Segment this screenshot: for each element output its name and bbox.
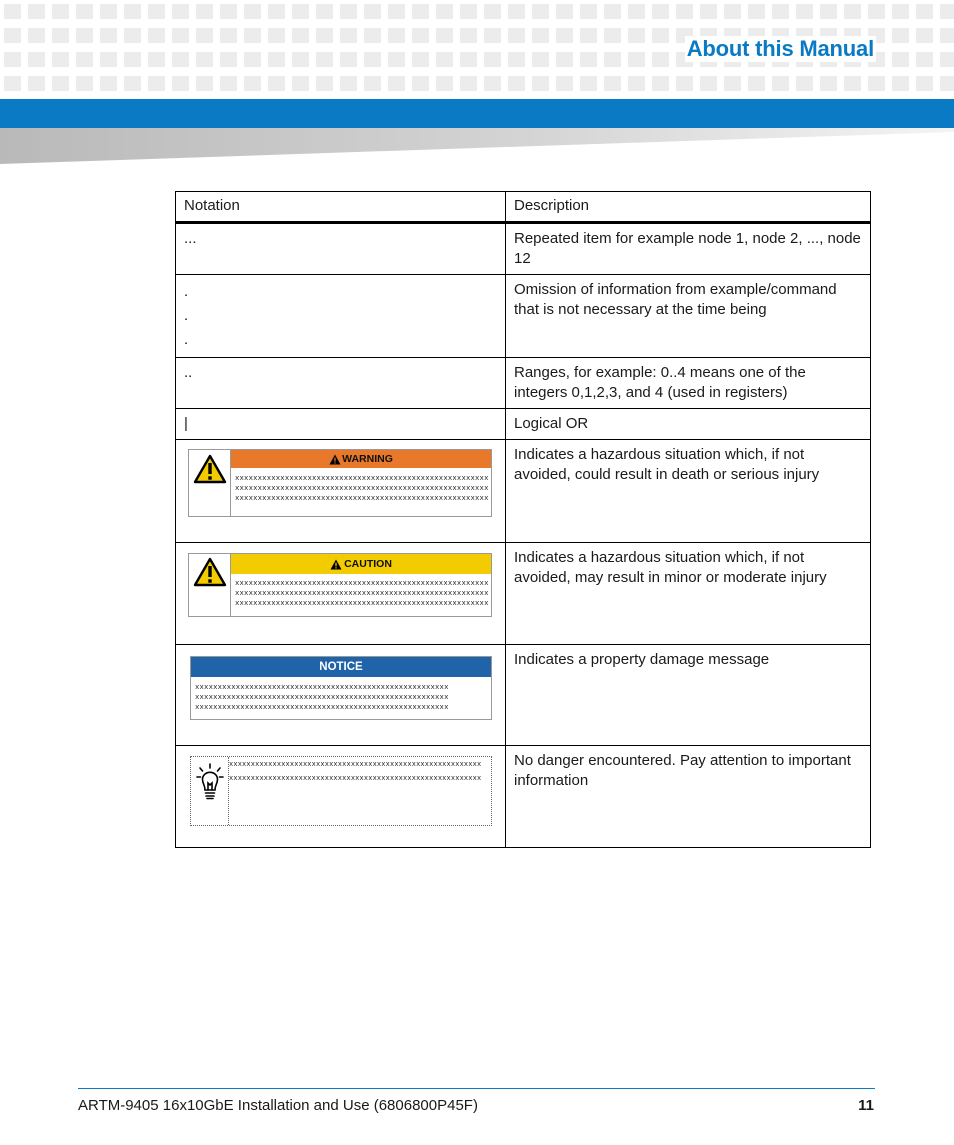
table-row bbox=[176, 440, 871, 543]
header-tile bbox=[28, 4, 45, 19]
header-tile bbox=[508, 76, 525, 91]
page-number: 11 bbox=[858, 1097, 874, 1114]
header-tile bbox=[4, 28, 21, 43]
header-tile bbox=[148, 52, 165, 67]
header-tile bbox=[844, 4, 861, 19]
description-cell: No danger encountered. Pay attention to important information bbox=[506, 746, 871, 848]
header-tile bbox=[292, 52, 309, 67]
table-row bbox=[176, 746, 871, 848]
header-tile bbox=[532, 4, 549, 19]
header-tile bbox=[244, 4, 261, 19]
header-tile bbox=[652, 52, 669, 67]
table-row bbox=[176, 409, 871, 440]
header-tile bbox=[100, 4, 117, 19]
header-tile bbox=[244, 28, 261, 43]
warning-label: WARNING bbox=[342, 453, 393, 465]
header-tile bbox=[220, 76, 237, 91]
header-tile bbox=[676, 76, 693, 91]
caution-small-icon bbox=[330, 559, 342, 570]
header-tile bbox=[604, 52, 621, 67]
description-cell: Indicates a hazardous situation which, if not avoided, could result in death or serious injury bbox=[506, 440, 871, 543]
header-tile bbox=[220, 52, 237, 67]
header-tile bbox=[436, 52, 453, 67]
header-tile bbox=[412, 4, 429, 19]
header-tile bbox=[484, 76, 501, 91]
header-tile bbox=[652, 76, 669, 91]
header-tile bbox=[412, 76, 429, 91]
description-cell: Omission of information from example/command that is not necessary at the time being bbox=[506, 275, 871, 358]
header-tile bbox=[364, 28, 381, 43]
header-tile bbox=[532, 76, 549, 91]
header-tile bbox=[484, 4, 501, 19]
header-tile bbox=[172, 76, 189, 91]
placeholder-line: xxxxxxxxxxxxxxxxxxxxxxxxxxxxxxxxxxxxxxxxxxxxxxxxxxxxxxxxxx bbox=[229, 761, 482, 769]
header-tile bbox=[388, 76, 405, 91]
header-tile bbox=[580, 28, 597, 43]
header-tile bbox=[4, 52, 21, 67]
header-tile bbox=[244, 52, 261, 67]
header-tile bbox=[916, 28, 933, 43]
description-cell: Repeated item for example node 1, node 2, ..., node 12 bbox=[506, 223, 871, 275]
header-tile bbox=[268, 52, 285, 67]
header-tile bbox=[460, 52, 477, 67]
placeholder-line: xxxxxxxxxxxxxxxxxxxxxxxxxxxxxxxxxxxxxxxxxxxxxxxxxxxxxxxx bbox=[195, 694, 449, 702]
header-tile bbox=[364, 4, 381, 19]
header-tile bbox=[436, 4, 453, 19]
header-tile bbox=[940, 52, 954, 67]
header-tile bbox=[916, 4, 933, 19]
description-cell: Indicates a property damage message bbox=[506, 645, 871, 746]
page-section-title: About this Manual bbox=[686, 36, 874, 61]
header-tile bbox=[436, 76, 453, 91]
placeholder-line: xxxxxxxxxxxxxxxxxxxxxxxxxxxxxxxxxxxxxxxxxxxxxxxxxxxxxxxx bbox=[235, 485, 489, 493]
header-tile bbox=[172, 28, 189, 43]
caution-banner bbox=[231, 554, 491, 574]
header-tile bbox=[820, 4, 837, 19]
header-tile bbox=[76, 4, 93, 19]
header-tile bbox=[388, 28, 405, 43]
notation-dot: . bbox=[184, 283, 189, 300]
header-tile bbox=[52, 28, 69, 43]
header-tile bbox=[340, 4, 357, 19]
notation-cell bbox=[176, 275, 506, 358]
header-tile bbox=[772, 4, 789, 19]
placeholder-line: xxxxxxxxxxxxxxxxxxxxxxxxxxxxxxxxxxxxxxxxxxxxxxxxxxxxxxxx bbox=[195, 684, 449, 692]
table-row bbox=[176, 543, 871, 645]
header-tile bbox=[556, 4, 573, 19]
table-row bbox=[176, 645, 871, 746]
caution-icon bbox=[189, 554, 231, 616]
header-tile bbox=[28, 76, 45, 91]
column-header-description: Description bbox=[506, 192, 871, 223]
header-tile bbox=[508, 52, 525, 67]
notation-cell bbox=[176, 543, 506, 645]
warning-icon bbox=[189, 450, 231, 516]
header-tile bbox=[316, 76, 333, 91]
header-tile bbox=[652, 28, 669, 43]
placeholder-line: xxxxxxxxxxxxxxxxxxxxxxxxxxxxxxxxxxxxxxxxxxxxxxxxxxxxxxxx bbox=[235, 580, 489, 588]
placeholder-line: xxxxxxxxxxxxxxxxxxxxxxxxxxxxxxxxxxxxxxxxxxxxxxxxxxxxxxxx bbox=[235, 475, 489, 483]
header-tile bbox=[172, 4, 189, 19]
notation-cell bbox=[176, 746, 506, 848]
header-tile bbox=[124, 28, 141, 43]
header-tile bbox=[940, 76, 954, 91]
header-tile bbox=[772, 76, 789, 91]
header-tile bbox=[196, 4, 213, 19]
header-tile bbox=[580, 76, 597, 91]
header-tile bbox=[292, 76, 309, 91]
header-tile bbox=[148, 4, 165, 19]
header-tile bbox=[868, 4, 885, 19]
header-tile bbox=[100, 28, 117, 43]
notation-cell: ... bbox=[176, 223, 506, 275]
caution-sample-box bbox=[188, 553, 492, 617]
description-cell: Indicates a hazardous situation which, if not avoided, may result in minor or moderate injury bbox=[506, 543, 871, 645]
header-tile bbox=[388, 4, 405, 19]
header-tile bbox=[916, 76, 933, 91]
header-tile bbox=[892, 4, 909, 19]
header-tile bbox=[340, 28, 357, 43]
header-tile bbox=[124, 4, 141, 19]
header-tile bbox=[460, 4, 477, 19]
header-tile bbox=[364, 76, 381, 91]
header-tile bbox=[532, 28, 549, 43]
header-tile bbox=[412, 52, 429, 67]
header-tile bbox=[484, 52, 501, 67]
notation-dot: . bbox=[184, 307, 189, 324]
header-tile bbox=[628, 76, 645, 91]
header-tile bbox=[364, 52, 381, 67]
header-tile bbox=[220, 4, 237, 19]
header-tile bbox=[316, 4, 333, 19]
header-tile bbox=[748, 76, 765, 91]
header-tile bbox=[76, 52, 93, 67]
header-tile bbox=[460, 76, 477, 91]
header-tile bbox=[604, 28, 621, 43]
notation-dot: . bbox=[184, 331, 189, 348]
header-tile bbox=[604, 4, 621, 19]
header-tile bbox=[292, 4, 309, 19]
header-tile bbox=[892, 52, 909, 67]
header-tile bbox=[796, 76, 813, 91]
header-tile bbox=[508, 28, 525, 43]
header-tile bbox=[388, 52, 405, 67]
header-tile bbox=[76, 76, 93, 91]
header-tile bbox=[628, 4, 645, 19]
notice-sample-box bbox=[190, 656, 492, 720]
header-tile bbox=[268, 4, 285, 19]
header-tile bbox=[292, 28, 309, 43]
header-tile bbox=[676, 4, 693, 19]
header-tile bbox=[76, 28, 93, 43]
header-tile bbox=[196, 52, 213, 67]
header-tile bbox=[628, 52, 645, 67]
header-tile bbox=[556, 28, 573, 43]
header-tile bbox=[652, 4, 669, 19]
notation-cell bbox=[176, 440, 506, 543]
placeholder-line: xxxxxxxxxxxxxxxxxxxxxxxxxxxxxxxxxxxxxxxxxxxxxxxxxxxxxxxx bbox=[235, 590, 489, 598]
header-tile bbox=[124, 76, 141, 91]
header-tile bbox=[892, 76, 909, 91]
header-tile bbox=[316, 28, 333, 43]
header-tile bbox=[316, 52, 333, 67]
table-row bbox=[176, 358, 871, 409]
header-tile bbox=[52, 76, 69, 91]
header-tile bbox=[460, 28, 477, 43]
placeholder-line: xxxxxxxxxxxxxxxxxxxxxxxxxxxxxxxxxxxxxxxxxxxxxxxxxxxxxxxx bbox=[235, 600, 489, 608]
tip-sample-box bbox=[190, 756, 492, 826]
header-tile bbox=[892, 28, 909, 43]
header-tile bbox=[940, 4, 954, 19]
header-tile bbox=[556, 52, 573, 67]
warning-small-icon bbox=[329, 454, 341, 465]
header-tile bbox=[52, 4, 69, 19]
header-tile bbox=[844, 76, 861, 91]
notice-label: NOTICE bbox=[319, 661, 363, 673]
header-tile bbox=[724, 4, 741, 19]
header-tile bbox=[124, 52, 141, 67]
header-tile bbox=[748, 4, 765, 19]
footer-document-title: ARTM-9405 16x10GbE Installation and Use (6806800P45F) bbox=[78, 1097, 478, 1114]
table-header-row bbox=[176, 192, 871, 223]
footer-rule bbox=[78, 1088, 875, 1089]
header-tile bbox=[196, 28, 213, 43]
header-tile bbox=[340, 76, 357, 91]
header-tile bbox=[628, 28, 645, 43]
table-row bbox=[176, 223, 871, 275]
header-tile bbox=[700, 76, 717, 91]
header-tile bbox=[484, 28, 501, 43]
header-tile bbox=[196, 76, 213, 91]
header-tile bbox=[532, 52, 549, 67]
notation-cell bbox=[176, 645, 506, 746]
header-tile bbox=[916, 52, 933, 67]
header-grey-wedge bbox=[0, 128, 954, 164]
description-cell: Logical OR bbox=[506, 409, 871, 440]
header-tile bbox=[340, 52, 357, 67]
header-tile bbox=[100, 52, 117, 67]
notation-cell: .. bbox=[176, 358, 506, 409]
header-tile bbox=[52, 52, 69, 67]
header-tile bbox=[796, 4, 813, 19]
header-tile bbox=[220, 28, 237, 43]
header-tile bbox=[820, 76, 837, 91]
column-header-notation: Notation bbox=[176, 192, 506, 223]
header-tile bbox=[556, 76, 573, 91]
header-tile bbox=[148, 28, 165, 43]
header-tile bbox=[868, 76, 885, 91]
header-tile bbox=[580, 4, 597, 19]
header-tile bbox=[268, 76, 285, 91]
description-cell: Ranges, for example: 0..4 means one of the integers 0,1,2,3, and 4 (used in registers) bbox=[506, 358, 871, 409]
header-tile bbox=[700, 4, 717, 19]
header-tile bbox=[508, 4, 525, 19]
header-tile bbox=[100, 76, 117, 91]
header-tile bbox=[148, 76, 165, 91]
notation-table bbox=[175, 191, 871, 848]
table-row bbox=[176, 275, 871, 358]
notice-banner bbox=[191, 657, 491, 677]
header-tile bbox=[604, 76, 621, 91]
warning-sample-box bbox=[188, 449, 492, 517]
header-tile bbox=[244, 76, 261, 91]
header-tile bbox=[172, 52, 189, 67]
warning-banner bbox=[231, 450, 491, 468]
header-tile bbox=[28, 28, 45, 43]
header-tile bbox=[4, 76, 21, 91]
placeholder-line: xxxxxxxxxxxxxxxxxxxxxxxxxxxxxxxxxxxxxxxxxxxxxxxxxxxxxxxx bbox=[235, 495, 489, 503]
header-blue-bar bbox=[0, 99, 954, 128]
notation-cell: | bbox=[176, 409, 506, 440]
header-tile bbox=[436, 28, 453, 43]
placeholder-line: xxxxxxxxxxxxxxxxxxxxxxxxxxxxxxxxxxxxxxxxxxxxxxxxxxxxxxxxxx bbox=[229, 775, 482, 783]
lightbulb-icon bbox=[191, 757, 229, 825]
header-tile bbox=[580, 52, 597, 67]
header-tile bbox=[412, 28, 429, 43]
header-tile bbox=[4, 4, 21, 19]
header-tile bbox=[940, 28, 954, 43]
caution-label: CAUTION bbox=[344, 558, 392, 570]
header-tile bbox=[724, 76, 741, 91]
header-tile bbox=[268, 28, 285, 43]
header-tile bbox=[28, 52, 45, 67]
placeholder-line: xxxxxxxxxxxxxxxxxxxxxxxxxxxxxxxxxxxxxxxxxxxxxxxxxxxxxxxx bbox=[195, 704, 449, 712]
